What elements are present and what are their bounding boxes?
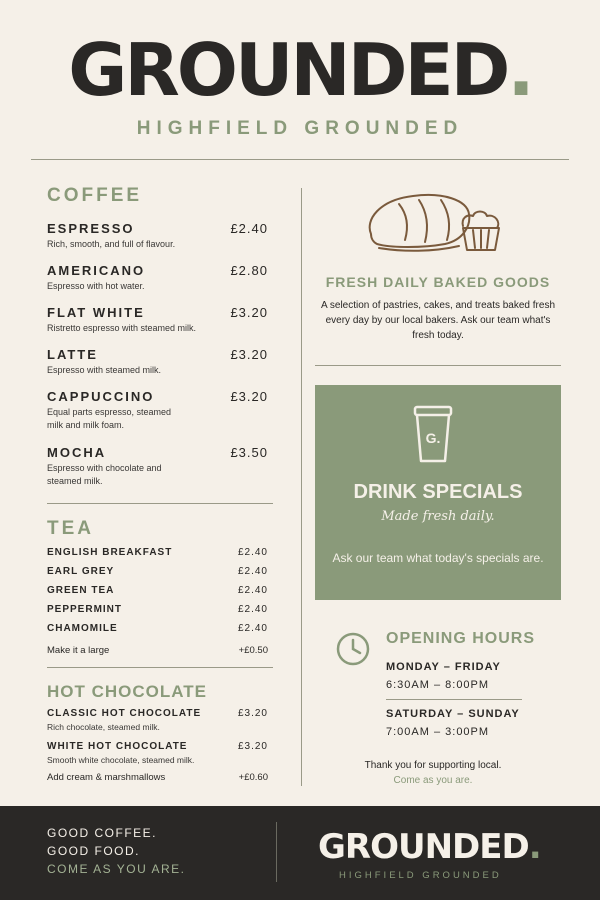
weekday-label: MONDAY – FRIDAY xyxy=(386,661,501,673)
coffee-section-title: COFFEE xyxy=(47,185,143,206)
item-price: £2.80 xyxy=(230,263,268,278)
menu-item xyxy=(47,305,273,347)
coffee-cup-icon xyxy=(411,405,455,465)
header-divider xyxy=(31,159,569,160)
footer-brand-subtitle: HIGHFIELD GROUNDED xyxy=(339,870,502,881)
menu-item xyxy=(47,566,273,585)
menu-item xyxy=(47,389,273,445)
section-divider xyxy=(47,667,273,668)
extra-label: Add cream & marshmallows xyxy=(47,772,166,783)
clock-icon xyxy=(335,631,371,667)
menu-item xyxy=(47,708,273,721)
footer-divider xyxy=(276,822,277,882)
item-description: Espresso with hot water. xyxy=(47,281,145,291)
section-divider xyxy=(47,503,273,504)
item-price: £3.50 xyxy=(230,445,268,460)
item-description: Equal parts espresso, steamed milk and milk foam. xyxy=(47,407,172,430)
column-divider xyxy=(301,188,302,786)
item-description: Espresso with chocolate and steamed milk. xyxy=(47,463,162,486)
item-name: CLASSIC HOT CHOCOLATE xyxy=(47,708,202,719)
item-description: Smooth white chocolate, steamed milk. xyxy=(47,755,195,765)
footer-line: GOOD COFFEE. xyxy=(47,826,158,840)
item-name: MOCHA xyxy=(47,445,107,460)
hours-title: OPENING HOURS xyxy=(386,630,536,647)
menu-item xyxy=(47,604,273,623)
menu-item xyxy=(47,347,273,389)
bread-and-muffin-icon xyxy=(363,190,509,256)
brand-logo: GROUNDED. xyxy=(68,28,532,112)
item-price: £2.40 xyxy=(237,585,268,596)
extra-price: +£0.60 xyxy=(238,772,268,783)
specials-text: Ask our team what today's specials are. xyxy=(332,551,544,565)
footer xyxy=(0,806,600,900)
thanks-note xyxy=(315,758,551,788)
item-price: £3.20 xyxy=(230,347,268,362)
weekday-time: 6:30AM – 8:00PM xyxy=(386,679,490,691)
menu-left-column xyxy=(47,185,273,791)
item-name: ENGLISH BREAKFAST xyxy=(47,547,173,558)
extra-label: Make it a large xyxy=(47,645,110,656)
bakery-divider xyxy=(315,365,561,366)
cup-logo-text: G. xyxy=(425,430,441,446)
tea-list xyxy=(47,547,273,664)
item-name: ESPRESSO xyxy=(47,221,135,236)
item-name: WHITE HOT CHOCOLATE xyxy=(47,741,188,752)
menu-item xyxy=(47,585,273,604)
item-name: AMERICANO xyxy=(47,263,146,278)
footer-line: GOOD FOOD. xyxy=(47,844,140,858)
menu-item xyxy=(47,263,273,305)
hot-chocolate-extra xyxy=(47,772,273,791)
hot-chocolate-list xyxy=(47,708,273,791)
menu-item xyxy=(47,547,273,566)
hot-chocolate-section-title: HOT CHOCOLATE xyxy=(47,682,208,701)
thanks-tagline: Come as you are. xyxy=(393,775,473,786)
item-name: PEPPERMINT xyxy=(47,604,123,615)
item-name: FLAT WHITE xyxy=(47,305,145,320)
item-name: CAPPUCCINO xyxy=(47,389,155,404)
brand-subtitle: HIGHFIELD GROUNDED xyxy=(136,118,464,139)
drink-specials-panel xyxy=(315,385,561,600)
thanks-line: Thank you for supporting local. xyxy=(364,760,502,771)
item-price: £3.20 xyxy=(237,708,268,719)
item-name: GREEN TEA xyxy=(47,585,115,596)
tea-extra xyxy=(47,645,273,664)
weekend-label: SATURDAY – SUNDAY xyxy=(386,708,520,720)
menu-item xyxy=(47,445,273,501)
extra-price: +£0.50 xyxy=(238,645,268,656)
item-price: £2.40 xyxy=(230,221,268,236)
menu-item xyxy=(47,623,273,642)
specials-subtitle: Made fresh daily. xyxy=(381,509,495,524)
bakery-text: A selection of pastries, cakes, and treats baked fresh every day by our local bakers. Ask our team what's fresh today. xyxy=(320,300,556,341)
tea-section-title: TEA xyxy=(47,518,94,539)
item-price: £3.20 xyxy=(237,741,268,752)
footer-tagline: COME AS YOU ARE. xyxy=(47,862,186,876)
item-price: £3.20 xyxy=(230,389,268,404)
item-description: Ristretto espresso with steamed milk. xyxy=(47,323,197,333)
footer-brand-logo: GROUNDED. xyxy=(318,827,541,867)
hours-divider xyxy=(386,699,522,700)
item-name: EARL GREY xyxy=(47,566,115,577)
item-price: £2.40 xyxy=(237,566,268,577)
coffee-list xyxy=(47,221,273,501)
item-description: Rich chocolate, steamed milk. xyxy=(47,722,160,732)
bakery-title: FRESH DAILY BAKED GOODS xyxy=(325,274,551,290)
header xyxy=(0,0,600,160)
item-name: CHAMOMILE xyxy=(47,623,118,634)
item-price: £2.40 xyxy=(237,623,268,634)
specials-title: DRINK SPECIALS xyxy=(353,481,523,503)
menu-item xyxy=(47,741,273,754)
menu-item xyxy=(47,221,273,263)
item-name: LATTE xyxy=(47,347,98,362)
item-price: £3.20 xyxy=(230,305,268,320)
item-description: Rich, smooth, and full of flavour. xyxy=(47,239,176,249)
weekend-time: 7:00AM – 3:00PM xyxy=(386,726,490,738)
item-price: £2.40 xyxy=(237,604,268,615)
item-description: Espresso with steamed milk. xyxy=(47,365,162,375)
item-price: £2.40 xyxy=(237,547,268,558)
